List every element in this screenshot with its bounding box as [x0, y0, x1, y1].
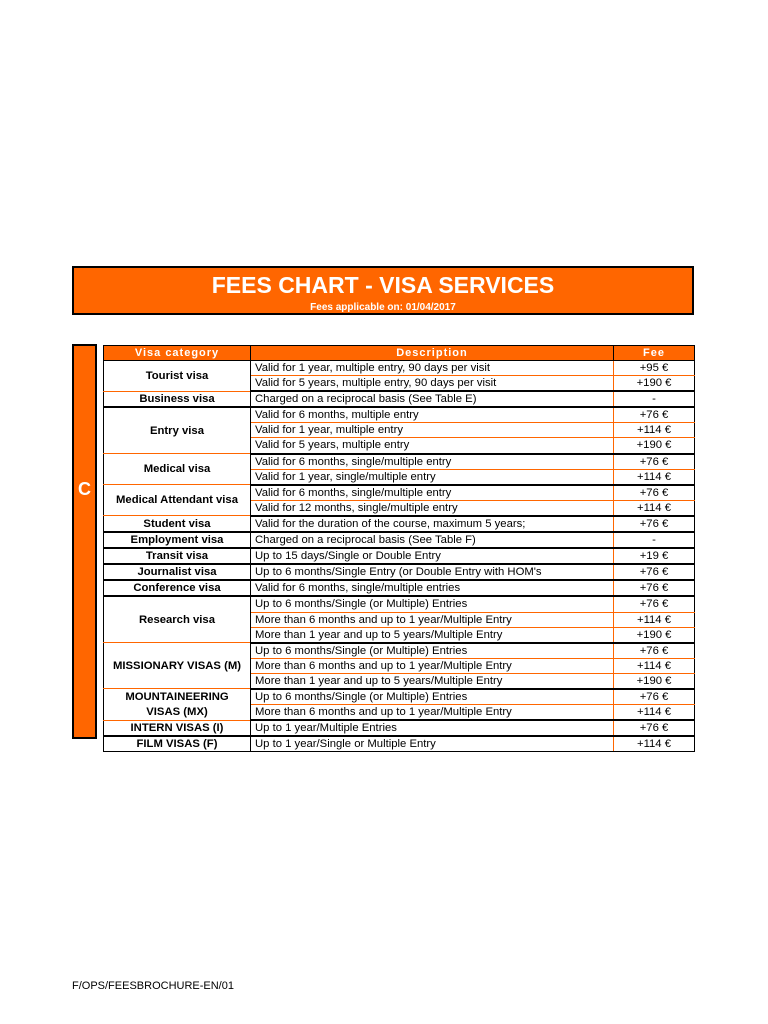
fee-cell: +114 € — [614, 612, 695, 627]
description-cell: Valid for 5 years, multiple entry, 90 days per visit — [251, 376, 614, 392]
description-cell: Up to 1 year/Single or Multiple Entry — [251, 736, 614, 752]
fee-cell: +114 € — [614, 705, 695, 721]
fee-cell: +76 € — [614, 407, 695, 423]
column-header-description: Description — [251, 346, 614, 361]
description-cell: Valid for the duration of the course, maximum 5 years; — [251, 516, 614, 532]
visa-category-cell: Conference visa — [104, 580, 251, 596]
fee-cell: +190 € — [614, 376, 695, 392]
fee-cell: +114 € — [614, 500, 695, 516]
fees-chart-header — [72, 266, 694, 315]
visa-category-cell: Journalist visa — [104, 564, 251, 580]
fee-cell: +19 € — [614, 548, 695, 564]
description-cell: More than 6 months and up to 1 year/Multiple Entry — [251, 612, 614, 627]
fee-cell: +190 € — [614, 438, 695, 454]
description-cell: Charged on a reciprocal basis (See Table F) — [251, 532, 614, 548]
description-cell: Up to 6 months/Single (or Multiple) Entries — [251, 643, 614, 659]
fee-cell: +76 € — [614, 643, 695, 659]
description-cell: Up to 15 days/Single or Double Entry — [251, 548, 614, 564]
fee-cell: +95 € — [614, 361, 695, 376]
table-row — [104, 516, 695, 532]
description-cell: More than 1 year and up to 5 years/Multiple Entry — [251, 627, 614, 643]
description-cell: Valid for 6 months, multiple entry — [251, 407, 614, 423]
description-cell: Up to 6 months/Single (or Multiple) Entries — [251, 689, 614, 705]
table-row — [104, 580, 695, 596]
column-header-category: Visa category — [104, 346, 251, 361]
description-cell: Valid for 6 months, single/multiple entry — [251, 454, 614, 470]
fee-cell: +76 € — [614, 516, 695, 532]
visa-category-cell: Business visa — [104, 391, 251, 407]
visa-category-cell: INTERN VISAS (I) — [104, 720, 251, 736]
fee-cell: +190 € — [614, 673, 695, 689]
table-row — [104, 643, 695, 659]
description-cell: Valid for 1 year, multiple entry — [251, 423, 614, 438]
description-cell: More than 6 months and up to 1 year/Multiple Entry — [251, 705, 614, 721]
fee-cell: - — [614, 391, 695, 407]
table-row — [104, 361, 695, 376]
table-row — [104, 454, 695, 470]
fee-cell: +190 € — [614, 627, 695, 643]
fee-cell: - — [614, 532, 695, 548]
table-row — [104, 485, 695, 501]
table-row — [104, 391, 695, 407]
document-reference: F/OPS/FEESBROCHURE-EN/01 — [72, 980, 234, 992]
description-cell: Valid for 1 year, single/multiple entry — [251, 469, 614, 485]
description-cell: More than 6 months and up to 1 year/Multiple Entry — [251, 658, 614, 673]
visa-category-cell: MISSIONARY VISAS (M) — [104, 643, 251, 689]
description-cell: Charged on a reciprocal basis (See Table E) — [251, 391, 614, 407]
visa-category-cell: Medical visa — [104, 454, 251, 485]
table-row — [104, 407, 695, 423]
visa-category-cell: Employment visa — [104, 532, 251, 548]
description-cell: Up to 6 months/Single Entry (or Double Entry with HOM's — [251, 564, 614, 580]
fee-cell: +76 € — [614, 454, 695, 470]
fee-cell: +76 € — [614, 580, 695, 596]
table-row — [104, 720, 695, 736]
description-cell: Valid for 12 months, single/multiple entry — [251, 500, 614, 516]
section-label: C — [78, 479, 91, 499]
description-cell: Valid for 6 months, single/multiple entries — [251, 580, 614, 596]
table-row — [104, 736, 695, 752]
description-cell: Up to 1 year/Multiple Entries — [251, 720, 614, 736]
description-cell: Valid for 6 months, single/multiple entry — [251, 485, 614, 501]
table-row — [104, 689, 695, 705]
fees-table-body — [104, 361, 695, 752]
visa-category-cell: Medical Attendant visa — [104, 485, 251, 516]
fee-cell: +114 € — [614, 469, 695, 485]
visa-category-cell: MOUNTAINEERING VISAS (MX) — [104, 689, 251, 720]
table-header-row — [104, 346, 695, 361]
fee-cell: +76 € — [614, 564, 695, 580]
description-cell: Valid for 5 years, multiple entry — [251, 438, 614, 454]
visa-category-cell: Tourist visa — [104, 361, 251, 392]
fee-cell: +76 € — [614, 720, 695, 736]
table-row — [104, 564, 695, 580]
table-row — [104, 596, 695, 612]
fee-cell: +76 € — [614, 689, 695, 705]
table-row — [104, 532, 695, 548]
fee-cell: +114 € — [614, 736, 695, 752]
visa-category-cell: Research visa — [104, 596, 251, 642]
description-cell: More than 1 year and up to 5 years/Multiple Entry — [251, 673, 614, 689]
page-title: FEES CHART - VISA SERVICES — [211, 272, 555, 298]
table-row — [104, 548, 695, 564]
visa-category-cell: Student visa — [104, 516, 251, 532]
fees-date-subtitle: Fees applicable on: 01/04/2017 — [310, 302, 456, 313]
description-cell: Up to 6 months/Single (or Multiple) Entries — [251, 596, 614, 612]
fee-cell: +114 € — [614, 423, 695, 438]
visa-category-cell: Entry visa — [104, 407, 251, 453]
visa-category-cell: FILM VISAS (F) — [104, 736, 251, 752]
fee-cell: +76 € — [614, 596, 695, 612]
fee-cell: +76 € — [614, 485, 695, 501]
visa-category-cell: Transit visa — [104, 548, 251, 564]
fees-table — [103, 345, 695, 752]
fee-cell: +114 € — [614, 658, 695, 673]
section-side-bar — [72, 344, 97, 739]
column-header-fee: Fee — [614, 346, 695, 361]
description-cell: Valid for 1 year, multiple entry, 90 days per visit — [251, 361, 614, 376]
